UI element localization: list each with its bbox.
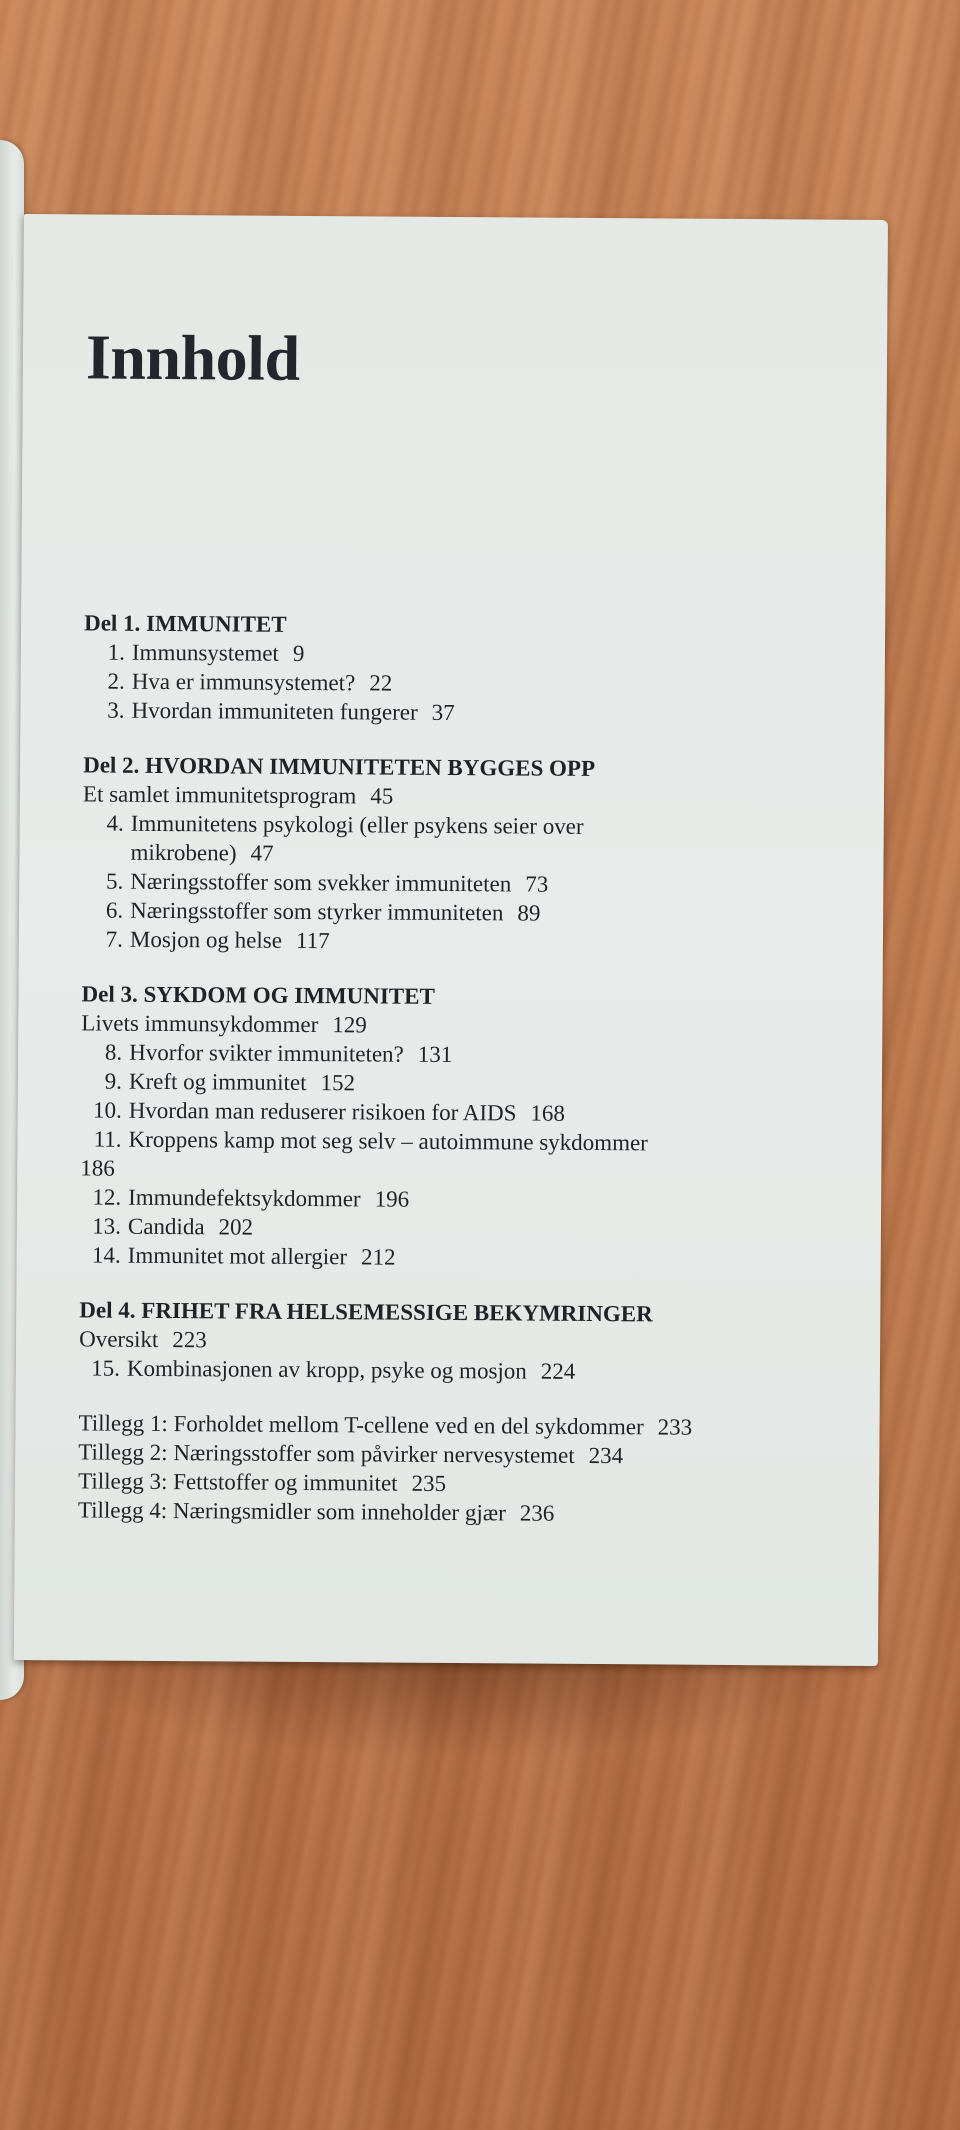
appendix-page: 236 — [519, 1500, 555, 1526]
entry-page: 196 — [374, 1186, 410, 1212]
appendix-title: Tillegg 1: Forholdet mellom T-cellene ved en del sykdommer — [78, 1410, 644, 1440]
entry-number: 1. — [107, 639, 126, 665]
toc-section-3 — [80, 979, 802, 1274]
entry-title: Kombinasjonen av kropp, psyke og mosjon — [126, 1355, 527, 1384]
entry-number: 8. — [104, 1039, 123, 1065]
entry-title: Kroppens kamp mot seg selv – autoimmune sykdommer — [128, 1126, 648, 1156]
toc-section-1 — [83, 608, 804, 729]
intro-page: 129 — [332, 1012, 367, 1038]
entry-page: 117 — [295, 927, 330, 954]
intro-title: Oversikt — [79, 1326, 159, 1352]
book-page — [14, 214, 888, 1666]
entry-title: Næringsstoffer som svekker immuniteten — [130, 868, 512, 897]
entry-number: 4. — [106, 810, 124, 836]
entry-number: 9. — [104, 1068, 123, 1094]
appendix-page: 234 — [588, 1442, 624, 1469]
entry-title: Immunitet mot allergier — [127, 1242, 348, 1270]
toc-section-2 — [82, 750, 803, 958]
entry-title: Candida — [127, 1213, 205, 1240]
entry-page: 22 — [369, 670, 393, 696]
entry-title: Immunsystemet — [131, 639, 279, 666]
toc-entry — [80, 1124, 800, 1187]
entry-page: 202 — [218, 1214, 254, 1240]
entry-page: 9 — [292, 640, 305, 666]
section-heading: Del 3. SYKDOM OG IMMUNITET — [81, 981, 435, 1009]
entry-number: 7. — [105, 926, 124, 952]
entry-page: 186 — [80, 1155, 115, 1181]
entry-page: 212 — [360, 1244, 396, 1270]
entry-page: 131 — [417, 1041, 453, 1068]
appendix-page: 233 — [657, 1414, 693, 1440]
entry-title: Hvorfor svikter immuniteten? — [129, 1039, 404, 1067]
entry-title: Hva er immunsystemet? — [131, 668, 356, 696]
entry-number: 5. — [106, 868, 124, 894]
section-heading: Del 4. FRIHET FRA HELSEMESSIGE BEKYMRINGER — [79, 1297, 653, 1327]
entry-title: Immunitetens psykologi (eller psykens seier over — [130, 810, 584, 839]
entry-page: 168 — [530, 1100, 566, 1126]
entry-title: Mosjon og helse — [129, 926, 283, 953]
toc-entry — [82, 808, 802, 871]
toc-section-4 — [79, 1295, 800, 1387]
entry-page: 47 — [250, 840, 274, 866]
toc-appendices — [78, 1408, 799, 1529]
section-heading: Del 1. IMMUNITET — [84, 610, 287, 637]
entry-title: Kreft og immunitet — [128, 1068, 307, 1095]
appendix-title: Tillegg 2: Næringsstoffer som påvirker nervesystemet — [78, 1439, 575, 1468]
toc-entry — [82, 924, 802, 958]
entry-page: 37 — [431, 699, 455, 726]
appendix-entry — [78, 1495, 798, 1529]
table-of-contents — [78, 608, 804, 1529]
entry-title: Hvordan man reduserer risikoen for AIDS — [128, 1097, 517, 1126]
entry-number: 12. — [92, 1184, 122, 1210]
toc-entry — [80, 1240, 800, 1274]
entry-title: Næringsstoffer som styrker immuniteten — [130, 897, 504, 926]
entry-number: 6. — [105, 897, 124, 923]
entry-number: 2. — [107, 668, 125, 694]
appendix-page: 235 — [411, 1470, 447, 1496]
intro-page: 223 — [172, 1327, 207, 1353]
intro-title: Et samlet immunitetsprogram — [82, 781, 357, 809]
entry-title-continued: mikrobene) — [130, 839, 237, 866]
entry-number: 11. — [93, 1126, 122, 1152]
toc-entry — [79, 1353, 799, 1387]
entry-title: Immundefektsykdommer — [128, 1184, 361, 1212]
entry-page: 89 — [517, 900, 541, 926]
entry-page: 152 — [320, 1070, 356, 1096]
toc-entry — [83, 695, 803, 729]
entry-title: Hvordan immuniteten fungerer — [131, 697, 418, 725]
entry-number: 13. — [92, 1213, 122, 1239]
page-title: Innhold — [85, 321, 300, 394]
entry-number: 3. — [107, 697, 125, 723]
intro-page: 45 — [370, 783, 394, 809]
entry-number: 10. — [92, 1097, 122, 1123]
entry-number: 15. — [91, 1355, 121, 1381]
appendix-title: Tillegg 4: Næringsmidler som inneholder gjær — [77, 1497, 506, 1526]
section-heading: Del 2. HVORDAN IMMUNITETEN BYGGES OPP — [83, 752, 596, 782]
entry-number: 14. — [91, 1242, 121, 1268]
entry-page: 73 — [525, 871, 549, 897]
entry-page: 224 — [540, 1358, 576, 1384]
intro-title: Livets immunsykdommer — [81, 1010, 319, 1038]
appendix-title: Tillegg 3: Fettstoffer og immunitet — [78, 1468, 398, 1496]
